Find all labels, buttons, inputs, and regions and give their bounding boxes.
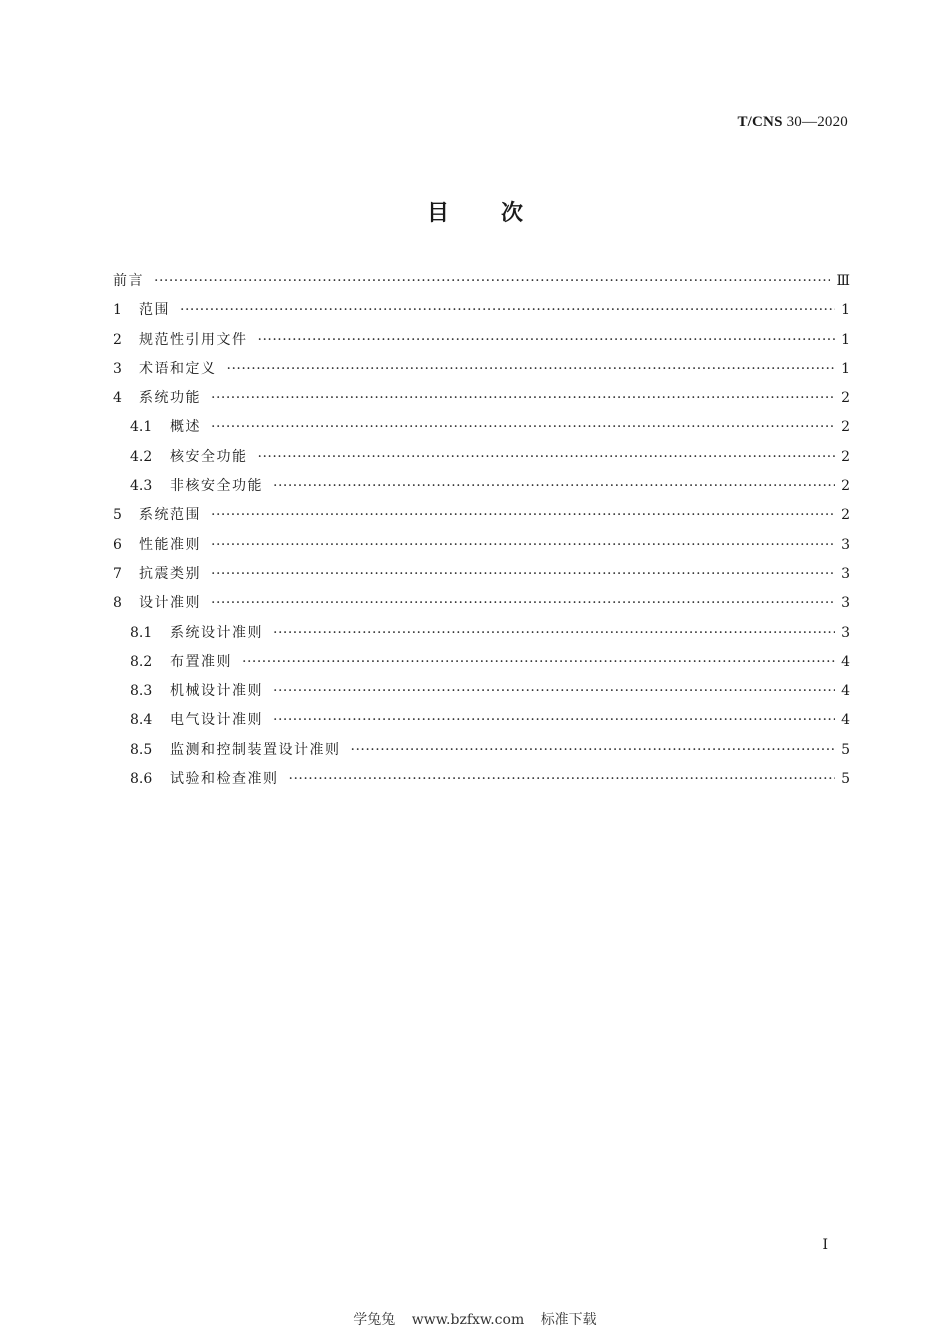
toc-entry-number: 4 <box>113 390 122 407</box>
toc-leader-dots <box>211 537 835 553</box>
document-code-number: 30—2020 <box>786 114 848 130</box>
toc-entry-number: 3 <box>113 360 122 377</box>
toc-entry-number: 8.2 <box>130 653 153 670</box>
toc-entry-label: 规范性引用文件 <box>139 331 248 348</box>
toc-entry-label: 抗震类别 <box>139 565 201 582</box>
toc-entry-label: 系统范围 <box>139 507 201 524</box>
toc-entry-label: 非核安全功能 <box>170 478 263 495</box>
toc-leader-dots <box>273 712 835 728</box>
toc-entry-page: Ⅲ <box>836 273 850 289</box>
toc-entry-number: 6 <box>113 536 122 553</box>
toc-entry-page: 4 <box>841 712 850 729</box>
footer-tagline: 标准下载 <box>540 1312 597 1328</box>
toc-entry-page: 1 <box>841 360 850 377</box>
toc-entry-page: 5 <box>841 741 850 758</box>
toc-entry-number: 8.1 <box>130 624 153 641</box>
toc-entry-page: 5 <box>841 771 850 788</box>
toc-entry[interactable] <box>113 739 850 768</box>
toc-leader-dots <box>351 742 836 758</box>
toc-entry[interactable] <box>113 563 850 592</box>
toc-entry-number: 7 <box>113 565 122 582</box>
footer-url[interactable]: www.bzfxw.com <box>411 1312 525 1328</box>
toc-entry-page: 1 <box>841 331 850 348</box>
toc-entry-page: 3 <box>841 536 850 553</box>
toc-leader-dots <box>289 771 836 787</box>
toc-entry[interactable] <box>113 768 850 797</box>
toc-leader-dots <box>258 449 836 465</box>
toc-entry-label: 概述 <box>170 419 201 436</box>
toc-entry-page: 2 <box>841 390 850 407</box>
toc-entry-page: 2 <box>841 448 850 465</box>
page-title <box>0 196 950 227</box>
page-number: I <box>822 1237 828 1253</box>
toc-entry[interactable] <box>113 592 850 621</box>
document-code <box>737 114 848 131</box>
page-title-char-2: 次 <box>501 201 524 226</box>
toc-entry-page: 2 <box>841 478 850 495</box>
table-of-contents <box>113 270 850 797</box>
toc-entry-number: 8.3 <box>130 683 153 700</box>
toc-entry-label: 机械设计准则 <box>170 683 263 700</box>
toc-entry-page: 3 <box>841 595 850 612</box>
toc-leader-dots <box>273 478 835 494</box>
toc-entry-page: 3 <box>841 624 850 641</box>
toc-entry-page: 2 <box>841 507 850 524</box>
toc-entry-page: 3 <box>841 565 850 582</box>
toc-leader-dots <box>211 507 835 523</box>
toc-entry-page: 1 <box>841 302 850 319</box>
toc-leader-dots <box>258 332 836 348</box>
footer-site-name: 学兔兔 <box>353 1312 396 1328</box>
toc-entry-number: 2 <box>113 331 122 348</box>
toc-entry-page: 4 <box>841 683 850 700</box>
toc-entry[interactable] <box>113 299 850 328</box>
toc-entry[interactable] <box>113 651 850 680</box>
toc-entry-label: 核安全功能 <box>170 448 248 465</box>
toc-entry-label: 术语和定义 <box>139 360 217 377</box>
toc-entry[interactable] <box>113 680 850 709</box>
toc-entry[interactable] <box>113 622 850 651</box>
toc-leader-dots <box>211 390 835 406</box>
toc-entry[interactable] <box>113 270 850 299</box>
toc-entry[interactable] <box>113 358 850 387</box>
toc-entry-label: 电气设计准则 <box>170 712 263 729</box>
toc-entry-label: 设计准则 <box>139 595 201 612</box>
toc-entry-number: 4.2 <box>130 448 153 465</box>
toc-leader-dots <box>180 302 835 318</box>
toc-entry-label: 系统设计准则 <box>170 624 263 641</box>
toc-entry-label: 布置准则 <box>170 653 232 670</box>
toc-entry[interactable] <box>113 709 850 738</box>
toc-entry-number: 8 <box>113 595 122 612</box>
toc-leader-dots <box>273 683 835 699</box>
toc-entry-number: 8.6 <box>130 771 153 788</box>
toc-entry-label: 监测和控制装置设计准则 <box>170 741 341 758</box>
toc-entry-page: 4 <box>841 653 850 670</box>
document-code-prefix: T/CNS <box>737 114 783 130</box>
toc-entry[interactable] <box>113 475 850 504</box>
toc-leader-dots <box>211 566 835 582</box>
toc-entry[interactable] <box>113 504 850 533</box>
footer <box>0 1309 950 1329</box>
toc-leader-dots <box>242 654 835 670</box>
toc-entry[interactable] <box>113 446 850 475</box>
toc-entry-label: 性能准则 <box>139 536 201 553</box>
toc-entry-number: 5 <box>113 507 122 524</box>
toc-entry-label: 系统功能 <box>139 390 201 407</box>
toc-entry[interactable] <box>113 416 850 445</box>
toc-entry-number: 8.4 <box>130 712 153 729</box>
toc-leader-dots <box>211 419 835 435</box>
toc-entry-label: 范围 <box>139 302 170 319</box>
toc-entry-label: 试验和检查准则 <box>170 771 279 788</box>
toc-entry-number: 1 <box>113 302 122 319</box>
toc-leader-dots <box>154 273 830 289</box>
toc-leader-dots <box>227 361 836 377</box>
toc-entry[interactable] <box>113 329 850 358</box>
toc-entry-number: 8.5 <box>130 741 153 758</box>
toc-entry-number: 4.1 <box>130 419 153 436</box>
toc-leader-dots <box>273 625 835 641</box>
toc-entry-page: 2 <box>841 419 850 436</box>
toc-entry[interactable] <box>113 534 850 563</box>
toc-entry[interactable] <box>113 387 850 416</box>
toc-entry-label: 前言 <box>113 273 144 289</box>
toc-leader-dots <box>211 595 835 611</box>
page-title-char-1: 目 <box>426 201 449 226</box>
toc-entry-number: 4.3 <box>130 478 153 495</box>
